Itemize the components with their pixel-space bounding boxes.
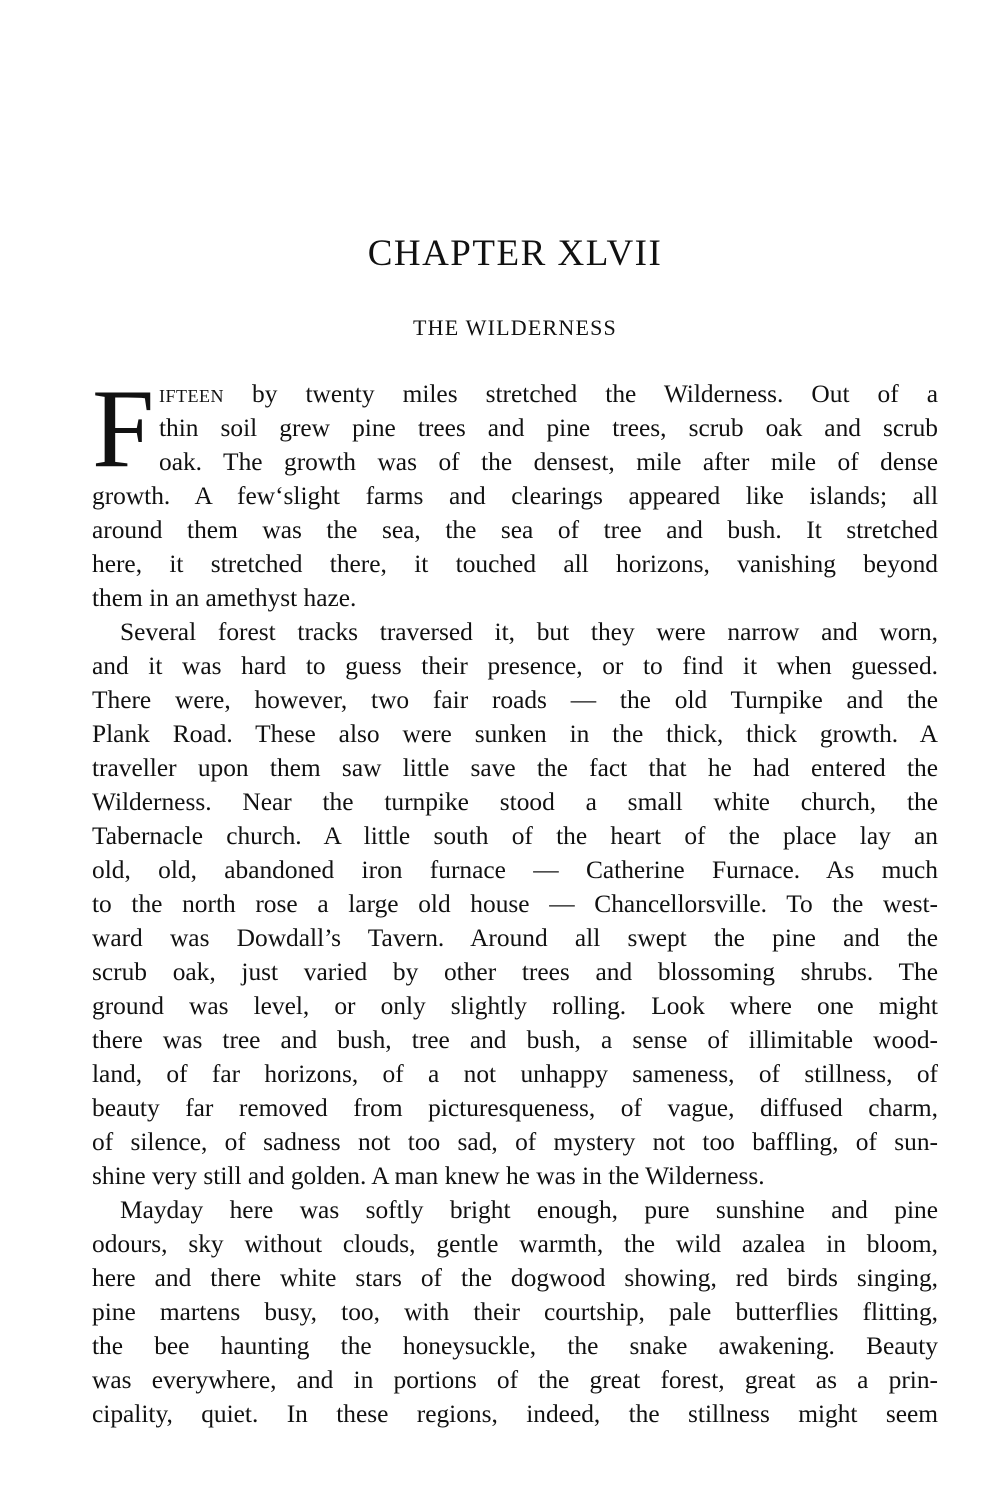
text-line: was everywhere, and in portions of the great forest, great as a prin- [92, 1366, 938, 1394]
text-line: there was tree and bush, tree and bush, a sense of illimitable wood- [92, 1026, 938, 1054]
chapter-subtitle: THE WILDERNESS [413, 315, 617, 340]
text-line: thin soil grew pine trees and pine trees, scrub oak and scrub [159, 414, 938, 442]
first-word-smallcaps: ifteen [159, 380, 224, 408]
text-line: Wilderness. Near the turnpike stood a small white church, the [92, 788, 938, 816]
chapter-title: CHAPTER XLVII [367, 233, 663, 274]
text-line: beauty far removed from picturesqueness, of vague, diffused charm, [92, 1094, 938, 1122]
text-line: here, it stretched there, it touched all horizons, vanishing beyond [92, 550, 938, 578]
drop-cap: F [92, 367, 155, 491]
text-line: shine very still and golden. A man knew he was in the Wilderness. [92, 1162, 765, 1190]
chapter-text [92, 367, 938, 1431]
text-line: ward was Dowdall’s Tavern. Around all swept the pine and the [92, 924, 938, 952]
text-line: of silence, of sadness not too sad, of mystery not too baffling, of sun- [92, 1128, 938, 1156]
text-line: Tabernacle church. A little south of the heart of the place lay an [92, 822, 938, 850]
text-line: old, old, abandoned iron furnace — Catherine Furnace. As much [92, 856, 938, 884]
text-line: oak. The growth was of the densest, mile after mile of dense [159, 448, 938, 476]
text-line: pine martens busy, too, with their courtship, pale butterflies flitting, [92, 1298, 938, 1326]
text-line: to the north rose a large old house — Chancellorsville. To the west- [92, 890, 938, 918]
text-line: cipality, quiet. In these regions, indeed, the stillness might seem [92, 1400, 938, 1428]
text-line: the bee haunting the honeysuckle, the snake awakening. Beauty [92, 1332, 938, 1360]
text-line: around them was the sea, the sea of tree and bush. It stretched [92, 516, 938, 544]
text-line: There were, however, two fair roads — the old Turnpike and the [92, 686, 938, 714]
text-line [159, 377, 938, 411]
text-line-rest: by twenty miles stretched the Wilderness. Out of a [224, 380, 938, 408]
text-line: odours, sky without clouds, gentle warmth, the wild azalea in bloom, [92, 1230, 938, 1258]
text-line: here and there white stars of the dogwood showing, red birds singing, [92, 1264, 938, 1292]
text-line: Plank Road. These also were sunken in the thick, thick growth. A [92, 720, 938, 748]
book-page [92, 0, 938, 1487]
text-line: land, of far horizons, of a not unhappy sameness, of stillness, of [92, 1060, 938, 1088]
text-line: ground was level, or only slightly rolling. Look where one might [92, 992, 938, 1020]
text-line: traveller upon them saw little save the fact that he had entered the [92, 754, 938, 782]
text-line: growth. A few‘slight farms and clearings appeared like islands; all [92, 482, 938, 510]
text-line: Several forest tracks traversed it, but they were narrow and worn, [120, 618, 938, 646]
text-line: scrub oak, just varied by other trees and blossoming shrubs. The [92, 958, 938, 986]
text-line: and it was hard to guess their presence, or to find it when guessed. [92, 652, 938, 680]
text-line: them in an amethyst haze. [92, 584, 357, 612]
text-line: Mayday here was softly bright enough, pure sunshine and pine [120, 1196, 938, 1224]
